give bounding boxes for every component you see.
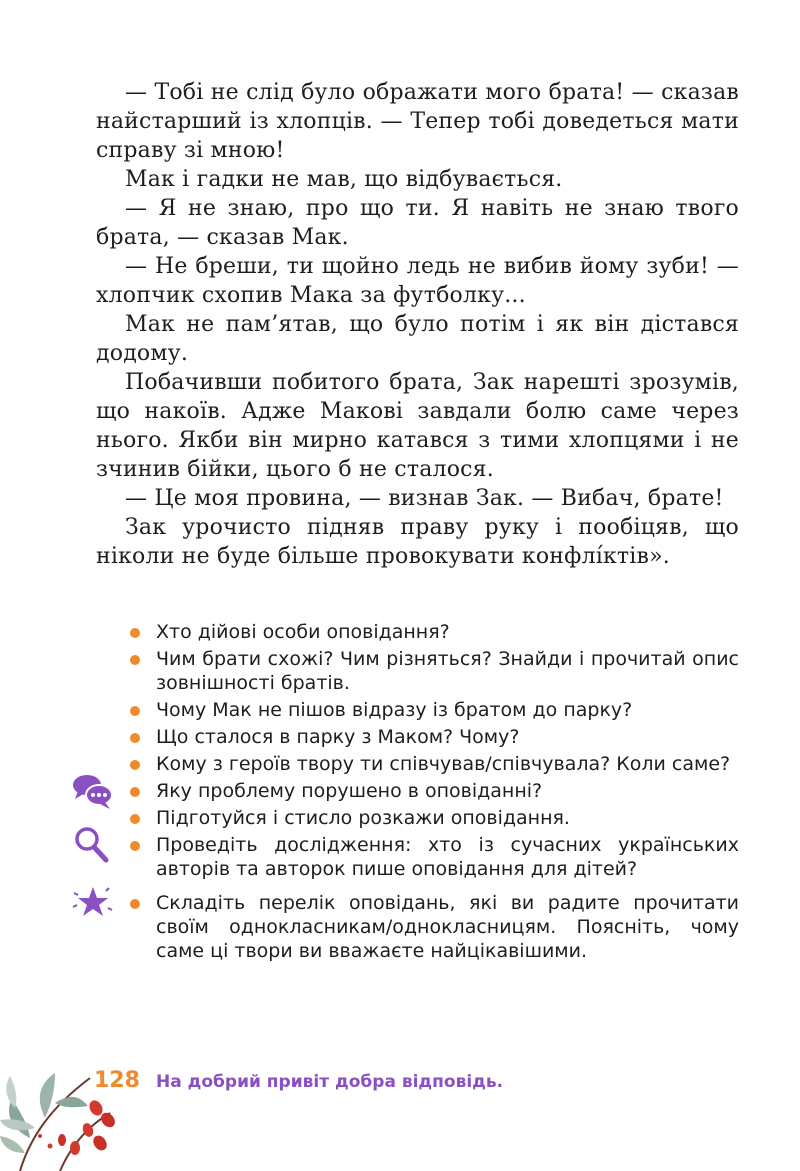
question-text: Проведіть дослідження: хто із сучасних українських авторів та авторок пише оповідання для дітей? xyxy=(156,834,739,880)
question-item xyxy=(96,806,739,830)
question-item xyxy=(96,698,739,722)
question-text: Хто дійові особи оповідання? xyxy=(156,621,450,643)
story-paragraph: Зак урочисто підняв праву руку і пообіцяв, що ніколи не буде більше провокувати конфлі́ктів». xyxy=(96,515,739,569)
question-text: Яку проблему порушено в оповіданні? xyxy=(156,780,543,802)
speech-bubbles-icon xyxy=(72,771,114,811)
story-paragraph: Мак і гадки не мав, що відбувається. xyxy=(125,167,563,192)
question-item xyxy=(96,833,739,881)
question-text: Кому з героїв твору ти співчував/співчувала? Коли саме? xyxy=(156,753,731,775)
story-paragraph: — Це моя провина, — визнав Зак. — Вибач, брате! xyxy=(125,486,724,511)
question-text: Чому Мак не пішов відразу із братом до парку? xyxy=(156,699,633,721)
question-item xyxy=(96,620,739,644)
page-number: 128 xyxy=(94,1068,140,1093)
question-text: Підготуйся і стисло розкажи оповідання. xyxy=(156,807,570,829)
question-list xyxy=(96,620,739,966)
question-item xyxy=(96,752,739,776)
magnifier-icon xyxy=(72,825,114,865)
story-paragraph: — Не бреши, ти щойно ледь не вибив йому зуби! — хлопчик схопив Мака за футболку... xyxy=(96,254,739,308)
question-text: Що сталося в парку з Маком? Чому? xyxy=(156,726,520,748)
story-paragraph: — Я не знаю, про що ти. Я навіть не знаю твого брата, — сказав Мак. xyxy=(96,196,739,250)
question-item xyxy=(96,725,739,749)
question-text: Чим брати схожі? Чим різняться? Знайди і прочитай опис зовнішності братів. xyxy=(156,648,739,694)
story-text xyxy=(96,78,739,571)
question-text: Складіть перелік оповідань, які ви радите прочитати своїм однокласникам/однокласницям. Поясніть, чому саме ці твори ви вважаєте найцікавішими. xyxy=(156,892,739,962)
story-paragraph: Побачивши побитого брата, Зак нарешті зрозумів, що накоїв. Адже Макові завдали болю саме через нього. Якби він мирно катався з тими хлопцями і не зчинив бійки, цього б не сталося. xyxy=(96,370,739,482)
question-item xyxy=(96,779,739,803)
question-item xyxy=(96,891,739,963)
question-item xyxy=(96,647,739,695)
running-title: На добрий привіт добра відповідь. xyxy=(156,1072,504,1092)
story-paragraph: Мак не пам’ятав, що було потім і як він дістався додому. xyxy=(96,312,739,366)
star-burst-icon xyxy=(72,883,114,923)
story-paragraph: — Тобі не слід було ображати мого брата! — сказав найстарший із хлопців. — Тепер тобі доведеться мати справу зі мною! xyxy=(96,80,739,163)
